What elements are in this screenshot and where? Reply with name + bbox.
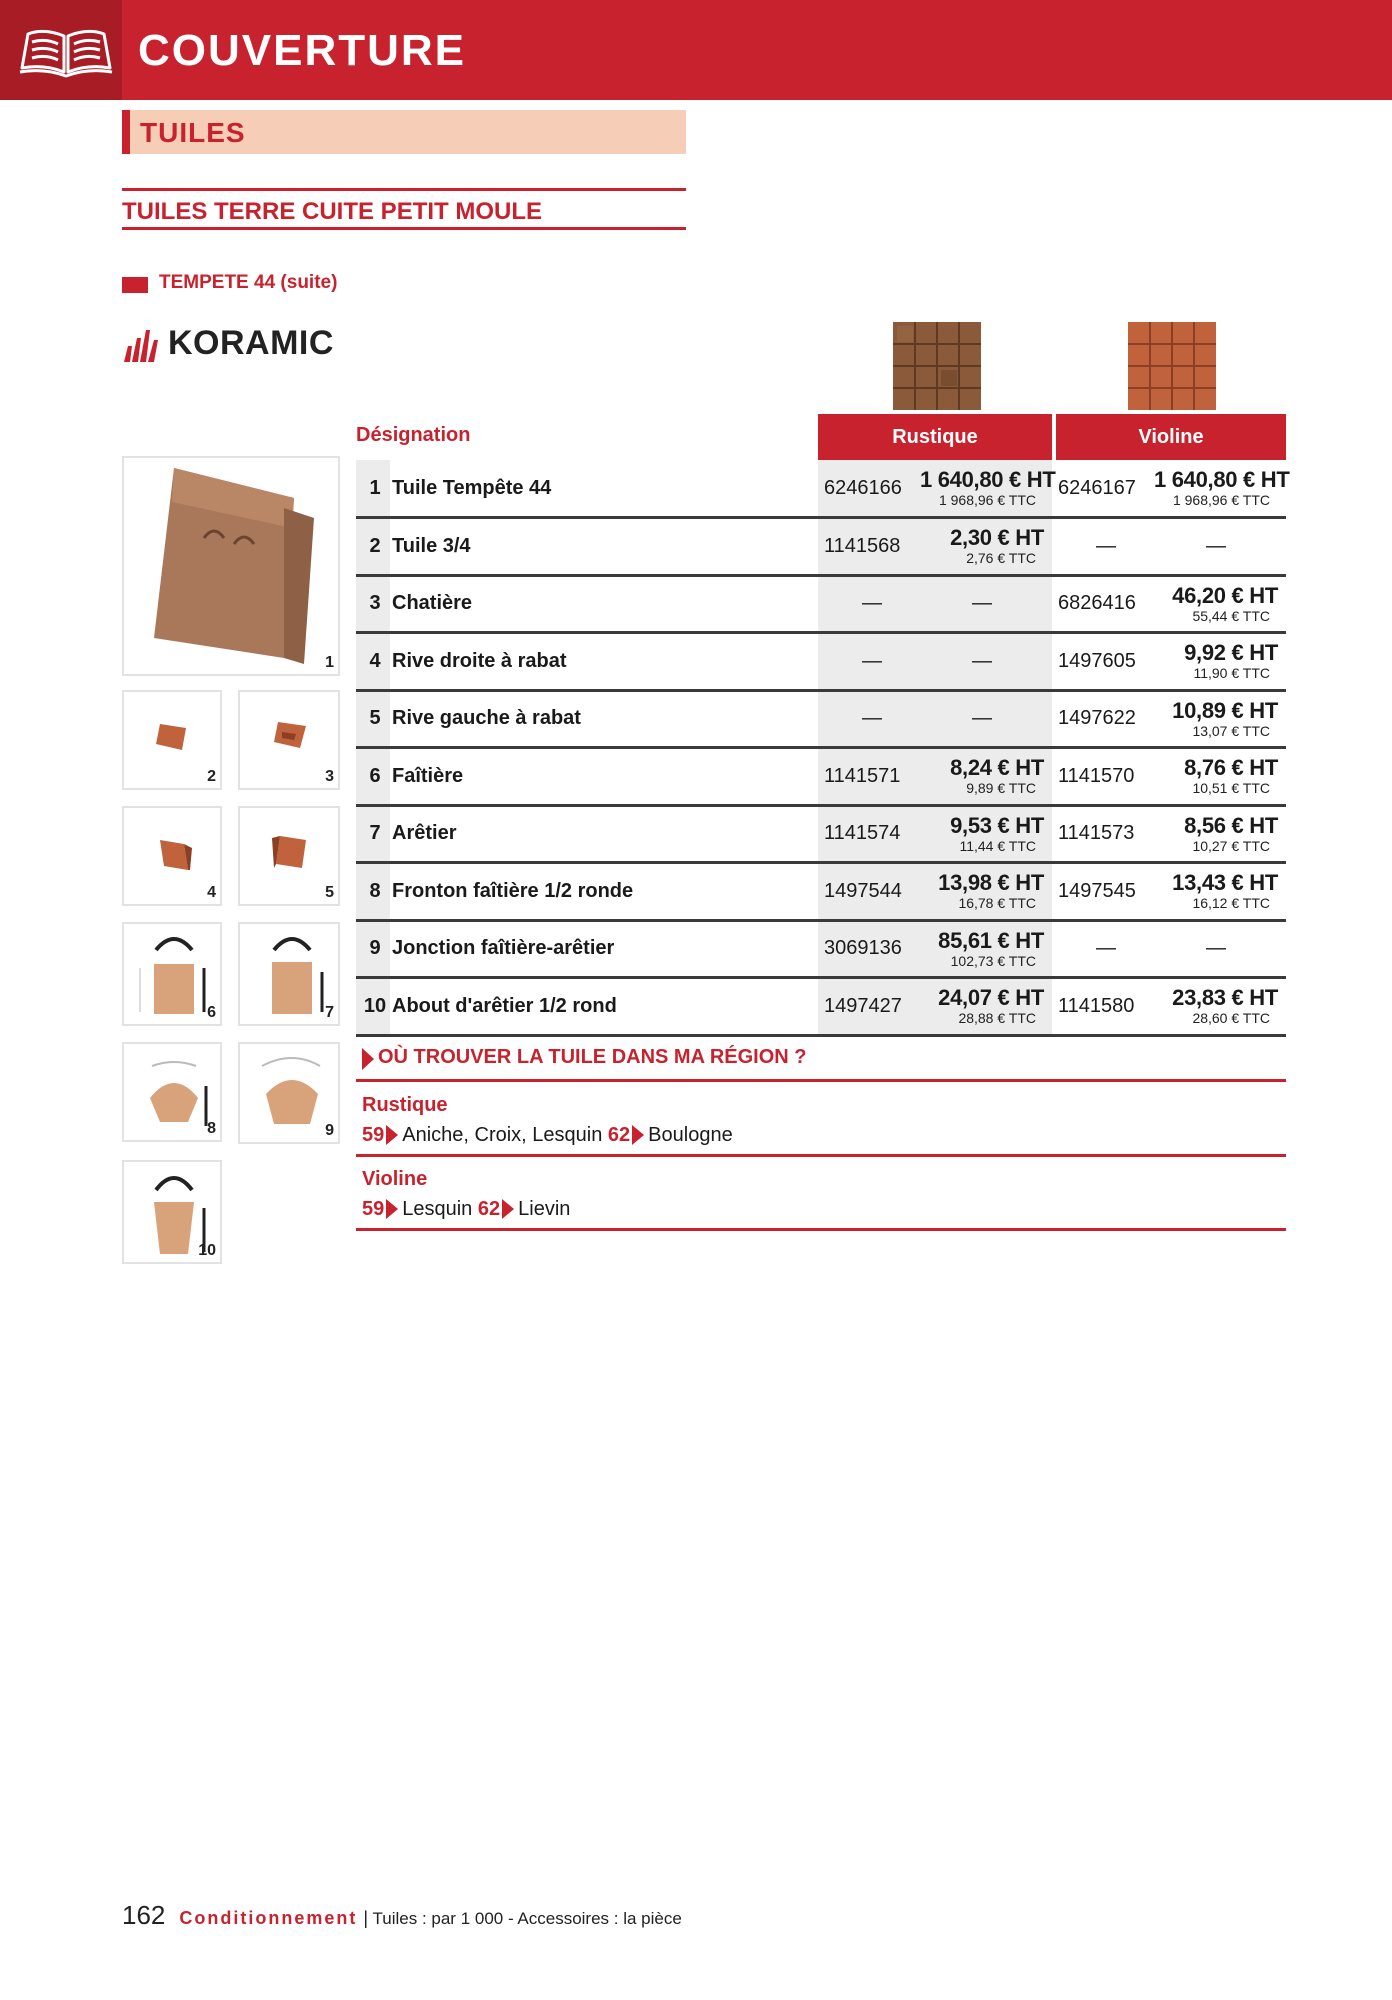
v-price-cell (1154, 805, 1286, 863)
product-name: Jonction faîtière-arêtier (390, 920, 818, 978)
region-towns: Lievin (518, 1198, 571, 1220)
thumb-number: 2 (207, 768, 216, 785)
row-number: 6 (356, 748, 390, 806)
row-number: 2 (356, 518, 390, 576)
rustique-code: 1141574 (818, 805, 920, 863)
price-table (356, 460, 1290, 1037)
v-price-cell (1154, 518, 1286, 576)
book-icon (18, 24, 114, 78)
price-ht: 46,20 € HT (1172, 582, 1278, 608)
thumb-number: 8 (207, 1120, 216, 1137)
price-ht: 85,61 € HT (938, 927, 1044, 953)
divider (356, 1228, 1286, 1231)
price-ht: 1 640,80 € HT (920, 467, 1056, 493)
v-price-cell (1154, 978, 1286, 1036)
price-ttc: 2,76 € TTC (966, 550, 1036, 567)
product-name: About d'arêtier 1/2 rond (390, 978, 818, 1036)
price-ttc: 1 968,96 € TTC (938, 492, 1036, 509)
rustique-code: 1497427 (818, 978, 920, 1036)
thumb-number: 6 (207, 1004, 216, 1021)
thumb-tile-5 (238, 806, 340, 906)
price-ttc: 28,60 € TTC (1192, 1010, 1270, 1027)
r-price-cell (920, 690, 1052, 748)
v-price-cell (1154, 920, 1286, 978)
chatiere-icon (270, 718, 312, 752)
thumb-number: 7 (325, 1004, 334, 1021)
price-ttc: 55,44 € TTC (1192, 607, 1270, 624)
table-row (356, 920, 1286, 978)
violine-swatch (1128, 322, 1216, 410)
thumb-tile-3 (238, 690, 340, 790)
product-line-title: TEMPETE 44 (suite) (159, 272, 338, 293)
v-price-cell (1154, 460, 1290, 518)
row-number: 3 (356, 575, 390, 633)
r-price-cell (920, 633, 1052, 691)
koramic-logo-icon (122, 322, 164, 364)
arrow-icon (386, 1199, 398, 1219)
violine-code: 1141570 (1052, 748, 1154, 806)
column-header-rustique: Rustique (818, 414, 1052, 460)
product-name: Chatière (390, 575, 818, 633)
thumb-tile-1 (122, 456, 340, 676)
price-ht: 24,07 € HT (938, 985, 1044, 1011)
footer-label: Conditionnement (179, 1908, 358, 1928)
footer-info: Tuiles : par 1 000 - Accessoires : la pièce (372, 1909, 682, 1928)
v-price-cell (1154, 633, 1286, 691)
page-title: COUVERTURE (138, 26, 467, 75)
price-ht: 8,24 € HT (950, 755, 1044, 781)
price-ht: 1 640,80 € HT (1154, 467, 1290, 493)
price-ttc: 102,73 € TTC (950, 952, 1036, 969)
price-ht: 8,76 € HT (1184, 755, 1278, 781)
region-towns: Boulogne (648, 1124, 733, 1146)
v-price-cell (1154, 690, 1286, 748)
faitiere-icon (132, 928, 216, 1022)
tile-piece-icon (152, 720, 194, 754)
price-ht: 9,92 € HT (1184, 640, 1278, 666)
r-price-cell (920, 460, 1056, 518)
thumb-tile-2 (122, 690, 222, 790)
table-row (356, 460, 1286, 518)
r-price-cell (920, 863, 1052, 921)
page-footer (122, 1900, 682, 1930)
aretier-icon (248, 928, 334, 1022)
rustique-code: — (818, 633, 920, 691)
table-row (356, 690, 1286, 748)
price-ht: 13,98 € HT (938, 870, 1044, 896)
rustique-code: — (818, 575, 920, 633)
thumb-number: 3 (325, 768, 334, 785)
price-dash: — (1206, 937, 1226, 960)
violine-code: 6246167 (1052, 460, 1154, 518)
rive-droite-icon (154, 834, 196, 874)
region-line-violine (362, 1198, 570, 1224)
bullet-square (122, 277, 148, 293)
rive-gauche-icon (268, 830, 314, 874)
department-number: 62 (607, 1124, 631, 1146)
thumb-tile-8 (122, 1042, 222, 1142)
violine-code: 6826416 (1052, 575, 1154, 633)
department-number: 62 (477, 1198, 501, 1220)
v-price-cell (1154, 575, 1286, 633)
price-ttc: 13,07 € TTC (1192, 722, 1270, 739)
thumb-number: 5 (325, 884, 334, 901)
table-row (356, 518, 1286, 576)
row-number: 7 (356, 805, 390, 863)
product-name: Rive gauche à rabat (390, 690, 818, 748)
row-number: 4 (356, 633, 390, 691)
r-price-cell (920, 575, 1052, 633)
designation-header: Désignation (356, 424, 471, 446)
table-row (356, 748, 1286, 806)
price-ht: 13,43 € HT (1172, 870, 1278, 896)
product-name: Fronton faîtière 1/2 ronde (390, 863, 818, 921)
arrow-icon (632, 1125, 644, 1145)
thumb-tile-6 (122, 922, 222, 1026)
price-dash: — (972, 592, 992, 615)
r-price-cell (920, 920, 1052, 978)
price-ttc: 11,90 € TTC (1193, 665, 1270, 682)
price-ttc: 9,89 € TTC (966, 780, 1036, 797)
table-row (356, 575, 1286, 633)
row-number: 8 (356, 863, 390, 921)
fronton-icon (132, 1052, 216, 1136)
thumb-number: 10 (198, 1242, 216, 1259)
product-name: Faîtière (390, 748, 818, 806)
product-name: Arêtier (390, 805, 818, 863)
thumb-tile-10 (122, 1160, 222, 1264)
r-price-cell (920, 978, 1052, 1036)
r-price-cell (920, 748, 1052, 806)
price-dash: — (972, 649, 992, 672)
department-number: 59 (362, 1198, 385, 1220)
row-number: 10 (356, 978, 390, 1036)
table-row (356, 805, 1286, 863)
price-ht: 9,53 € HT (950, 812, 1044, 838)
table-row (356, 978, 1286, 1036)
product-name: Tuile Tempête 44 (390, 460, 818, 518)
rustique-code: 3069136 (818, 920, 920, 978)
violine-code: 1497605 (1052, 633, 1154, 691)
product-name: Rive droite à rabat (390, 633, 818, 691)
thumb-number: 9 (325, 1122, 334, 1139)
arrow-icon (386, 1125, 398, 1145)
region-towns: Lesquin (402, 1198, 473, 1220)
price-ttc: 1 968,96 € TTC (1172, 492, 1270, 509)
rustique-code: 1141568 (818, 518, 920, 576)
row-number: 9 (356, 920, 390, 978)
subsection-title: TUILES TERRE CUITE PETIT MOULE (122, 198, 543, 225)
thumb-number: 4 (207, 884, 216, 901)
row-number: 5 (356, 690, 390, 748)
section-title: TUILES (140, 117, 246, 148)
rustique-code: — (818, 690, 920, 748)
table-row (356, 863, 1286, 921)
section-band (122, 110, 686, 154)
price-ttc: 16,78 € TTC (958, 895, 1036, 912)
price-ttc: 10,51 € TTC (1192, 780, 1270, 797)
violine-code: — (1052, 920, 1154, 978)
page-number: 162 (122, 1900, 166, 1930)
header-icon-box (0, 0, 122, 100)
rustique-code: 1497544 (818, 863, 920, 921)
r-price-cell (920, 518, 1052, 576)
region-towns: Aniche, Croix, Lesquin (402, 1124, 603, 1146)
column-header-violine: Violine (1056, 414, 1286, 460)
product-name: Tuile 3/4 (390, 518, 818, 576)
footer-separator: | (363, 1908, 369, 1928)
r-price-cell (920, 805, 1052, 863)
violine-code: — (1052, 518, 1154, 576)
price-dash: — (1206, 534, 1226, 557)
arrow-icon (362, 1048, 374, 1070)
price-ht: 23,83 € HT (1172, 985, 1278, 1011)
thumb-tile-4 (122, 806, 222, 906)
violine-code: 1141573 (1052, 805, 1154, 863)
brand-name: KORAMIC (168, 324, 334, 362)
rustique-code: 1141571 (818, 748, 920, 806)
price-ht: 10,89 € HT (1172, 697, 1278, 723)
jonction-icon (248, 1050, 334, 1138)
arrow-icon (502, 1199, 514, 1219)
price-dash: — (972, 707, 992, 730)
rustique-code: 6246166 (818, 460, 920, 518)
region-title-violine: Violine (362, 1168, 428, 1190)
price-ht: 8,56 € HT (1184, 812, 1278, 838)
rustique-swatch (893, 322, 981, 410)
where-title: OÙ TROUVER LA TUILE DANS MA RÉGION ? (378, 1046, 807, 1068)
thumb-tile-9 (238, 1042, 340, 1144)
region-line-rustique (362, 1124, 733, 1150)
price-ht: 2,30 € HT (950, 525, 1044, 551)
price-ttc: 28,88 € TTC (958, 1010, 1036, 1027)
divider (356, 1079, 1286, 1082)
price-ttc: 11,44 € TTC (959, 837, 1036, 854)
v-price-cell (1154, 863, 1286, 921)
divider (356, 1154, 1286, 1157)
thumb-number: 1 (325, 654, 334, 671)
subsection-header (122, 188, 686, 230)
department-number: 59 (362, 1124, 385, 1146)
price-ttc: 10,27 € TTC (1192, 837, 1270, 854)
violine-code: 1141580 (1052, 978, 1154, 1036)
row-number: 1 (356, 460, 390, 518)
violine-code: 1497545 (1052, 863, 1154, 921)
violine-code: 1497622 (1052, 690, 1154, 748)
thumb-tile-7 (238, 922, 340, 1026)
price-ttc: 16,12 € TTC (1192, 895, 1270, 912)
region-title-rustique: Rustique (362, 1094, 448, 1116)
table-row (356, 633, 1286, 691)
v-price-cell (1154, 748, 1286, 806)
roof-tile-icon (144, 468, 324, 664)
